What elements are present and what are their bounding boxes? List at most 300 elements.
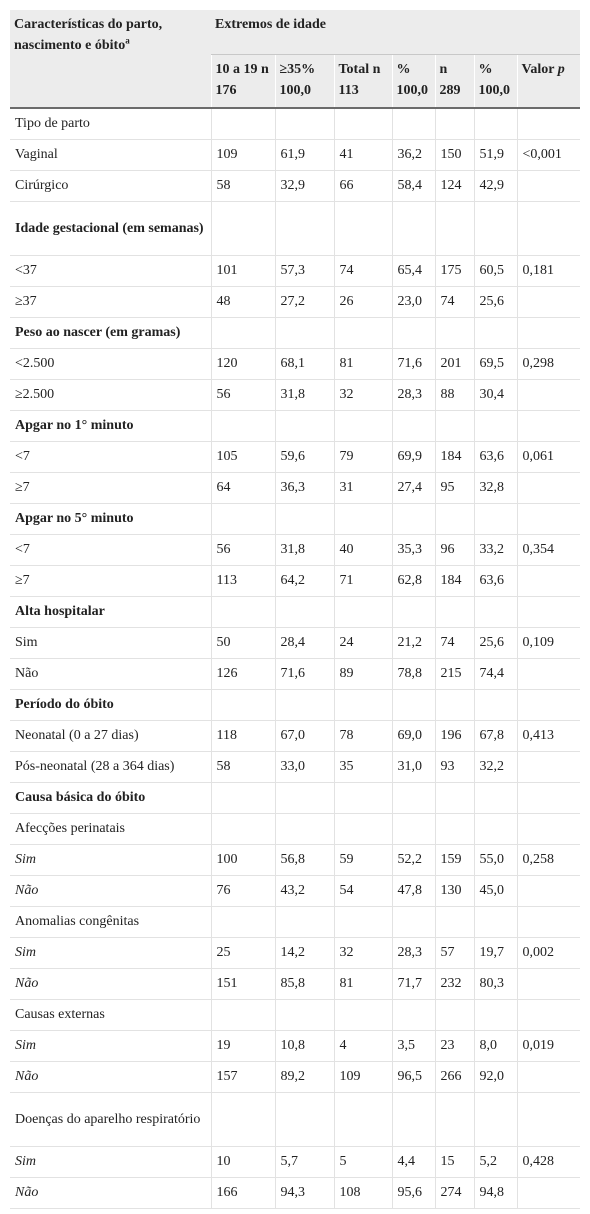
header-valor-p: Valor p <box>517 55 580 109</box>
value-cell: 100 <box>211 845 275 876</box>
table-row <box>10 628 580 659</box>
value-cell <box>474 504 517 535</box>
value-cell: 78 <box>334 721 392 752</box>
table-row <box>10 287 580 318</box>
row-label: <7 <box>10 442 211 473</box>
value-cell: 51,9 <box>474 140 517 171</box>
value-cell <box>211 814 275 845</box>
value-cell: 124 <box>435 171 474 202</box>
value-cell: 66 <box>334 171 392 202</box>
header-characteristics <box>10 10 211 108</box>
value-cell: 8,0 <box>474 1031 517 1062</box>
value-cell: 55,0 <box>474 845 517 876</box>
p-value-cell: 0,258 <box>517 845 580 876</box>
header-sub-5: n 289 <box>435 55 474 109</box>
value-cell <box>392 202 435 256</box>
p-value-cell: 0,109 <box>517 628 580 659</box>
p-value-cell <box>517 473 580 504</box>
value-cell: 32 <box>334 380 392 411</box>
value-cell <box>392 411 435 442</box>
value-cell: 25,6 <box>474 287 517 318</box>
value-cell: 74 <box>435 287 474 318</box>
value-cell: 4 <box>334 1031 392 1062</box>
value-cell <box>275 108 334 140</box>
table-row <box>10 256 580 287</box>
value-cell: 80,3 <box>474 969 517 1000</box>
value-cell: 105 <box>211 442 275 473</box>
value-cell: 74 <box>334 256 392 287</box>
row-label: Pós-neonatal (28 a 364 dias) <box>10 752 211 783</box>
value-cell: 35,3 <box>392 535 435 566</box>
value-cell: 159 <box>435 845 474 876</box>
value-cell: 10 <box>211 1147 275 1178</box>
value-cell: 32,2 <box>474 752 517 783</box>
p-value-cell: 0,354 <box>517 535 580 566</box>
value-cell <box>334 783 392 814</box>
value-cell: 58 <box>211 752 275 783</box>
value-cell: 47,8 <box>392 876 435 907</box>
value-cell <box>392 783 435 814</box>
value-cell: 81 <box>334 349 392 380</box>
value-cell <box>334 202 392 256</box>
value-cell: 71,6 <box>392 349 435 380</box>
value-cell: 24 <box>334 628 392 659</box>
p-value-cell <box>517 318 580 349</box>
value-cell <box>392 1000 435 1031</box>
value-cell <box>334 411 392 442</box>
header-sub-2: ≥35% 100,0 <box>275 55 334 109</box>
value-cell: 89,2 <box>275 1062 334 1093</box>
header-sub-6: % 100,0 <box>474 55 517 109</box>
table-row <box>10 597 580 628</box>
table-row <box>10 566 580 597</box>
table-body <box>10 108 580 1209</box>
p-value-cell <box>517 876 580 907</box>
value-cell <box>474 411 517 442</box>
value-cell <box>211 1000 275 1031</box>
value-cell <box>435 411 474 442</box>
p-value-cell: 0,019 <box>517 1031 580 1062</box>
table-row <box>10 1000 580 1031</box>
value-cell <box>474 1093 517 1147</box>
value-cell <box>392 907 435 938</box>
value-cell: 120 <box>211 349 275 380</box>
value-cell <box>275 783 334 814</box>
value-cell: 151 <box>211 969 275 1000</box>
value-cell: 36,2 <box>392 140 435 171</box>
value-cell: 68,1 <box>275 349 334 380</box>
p-value-cell: 0,428 <box>517 1147 580 1178</box>
value-cell <box>211 690 275 721</box>
value-cell <box>334 907 392 938</box>
value-cell: 65,4 <box>392 256 435 287</box>
value-cell: 19,7 <box>474 938 517 969</box>
row-label: ≥37 <box>10 287 211 318</box>
value-cell: 89 <box>334 659 392 690</box>
value-cell: 31,8 <box>275 380 334 411</box>
table-row <box>10 783 580 814</box>
value-cell: 50 <box>211 628 275 659</box>
p-value-cell <box>517 690 580 721</box>
value-cell: 130 <box>435 876 474 907</box>
value-cell <box>392 690 435 721</box>
p-value-cell <box>517 752 580 783</box>
value-cell: 94,8 <box>474 1178 517 1209</box>
value-cell: 69,5 <box>474 349 517 380</box>
value-cell: 56 <box>211 535 275 566</box>
row-label: ≥7 <box>10 473 211 504</box>
value-cell: 32,9 <box>275 171 334 202</box>
value-cell: 95,6 <box>392 1178 435 1209</box>
row-label: Vaginal <box>10 140 211 171</box>
table-row <box>10 202 580 256</box>
value-cell: 63,6 <box>474 566 517 597</box>
value-cell: 57 <box>435 938 474 969</box>
value-cell: 232 <box>435 969 474 1000</box>
table-row <box>10 380 580 411</box>
value-cell: 26 <box>334 287 392 318</box>
value-cell: 96 <box>435 535 474 566</box>
value-cell: 3,5 <box>392 1031 435 1062</box>
value-cell <box>435 504 474 535</box>
value-cell: 28,3 <box>392 380 435 411</box>
value-cell <box>211 411 275 442</box>
row-label: ≥2.500 <box>10 380 211 411</box>
value-cell <box>435 108 474 140</box>
table-row <box>10 845 580 876</box>
value-cell: 52,2 <box>392 845 435 876</box>
value-cell: 23 <box>435 1031 474 1062</box>
value-cell: 274 <box>435 1178 474 1209</box>
p-value-cell <box>517 969 580 1000</box>
value-cell <box>211 907 275 938</box>
value-cell <box>474 318 517 349</box>
table-row <box>10 690 580 721</box>
value-cell: 27,4 <box>392 473 435 504</box>
value-cell: 31,0 <box>392 752 435 783</box>
p-value-cell: 0,061 <box>517 442 580 473</box>
value-cell: 31,8 <box>275 535 334 566</box>
row-label: Neonatal (0 a 27 dias) <box>10 721 211 752</box>
value-cell: 71,7 <box>392 969 435 1000</box>
table-row <box>10 140 580 171</box>
table-row <box>10 1178 580 1209</box>
value-cell: 78,8 <box>392 659 435 690</box>
table-row <box>10 171 580 202</box>
p-value-cell: 0,298 <box>517 349 580 380</box>
value-cell <box>275 1000 334 1031</box>
table-row <box>10 442 580 473</box>
value-cell <box>211 108 275 140</box>
section-heading: Alta hospitalar <box>10 597 211 628</box>
value-cell: 150 <box>435 140 474 171</box>
value-cell: 32 <box>334 938 392 969</box>
value-cell <box>275 318 334 349</box>
value-cell: 30,4 <box>474 380 517 411</box>
value-cell: 60,5 <box>474 256 517 287</box>
p-value-cell <box>517 287 580 318</box>
p-value-cell <box>517 1093 580 1147</box>
table-row <box>10 1147 580 1178</box>
value-cell <box>435 783 474 814</box>
p-value-cell <box>517 659 580 690</box>
value-cell <box>435 202 474 256</box>
value-cell <box>275 1093 334 1147</box>
value-cell: 33,0 <box>275 752 334 783</box>
value-cell <box>275 504 334 535</box>
value-cell <box>334 504 392 535</box>
value-cell: 25 <box>211 938 275 969</box>
value-cell <box>435 907 474 938</box>
section-heading: Apgar no 5° minuto <box>10 504 211 535</box>
value-cell: 81 <box>334 969 392 1000</box>
value-cell: 184 <box>435 442 474 473</box>
row-label: Não <box>10 659 211 690</box>
header-characteristics-line1: Características do parto, <box>14 17 163 32</box>
header-sub-3: Total n 113 <box>334 55 392 109</box>
value-cell: 88 <box>435 380 474 411</box>
value-cell: 58,4 <box>392 171 435 202</box>
header-characteristics-line2: nascimento e óbito <box>14 38 126 53</box>
value-cell: 59 <box>334 845 392 876</box>
value-cell: 4,4 <box>392 1147 435 1178</box>
value-cell <box>334 814 392 845</box>
value-cell: 23,0 <box>392 287 435 318</box>
table-row <box>10 752 580 783</box>
value-cell: 62,8 <box>392 566 435 597</box>
row-label: <37 <box>10 256 211 287</box>
value-cell: 33,2 <box>474 535 517 566</box>
value-cell: 175 <box>435 256 474 287</box>
value-cell <box>392 504 435 535</box>
value-cell: 215 <box>435 659 474 690</box>
value-cell: 94,3 <box>275 1178 334 1209</box>
data-table-container <box>10 10 580 1209</box>
table-row <box>10 938 580 969</box>
data-table <box>10 10 580 1209</box>
value-cell: 25,6 <box>474 628 517 659</box>
row-label: Causas externas <box>10 1000 211 1031</box>
value-cell: 41 <box>334 140 392 171</box>
value-cell: 201 <box>435 349 474 380</box>
value-cell: 5,2 <box>474 1147 517 1178</box>
value-cell <box>275 202 334 256</box>
value-cell: 63,6 <box>474 442 517 473</box>
value-cell: 101 <box>211 256 275 287</box>
value-cell: 157 <box>211 1062 275 1093</box>
p-value-cell <box>517 1178 580 1209</box>
value-cell: 69,0 <box>392 721 435 752</box>
value-cell: 92,0 <box>474 1062 517 1093</box>
value-cell: 67,0 <box>275 721 334 752</box>
value-cell <box>392 1093 435 1147</box>
value-cell: 266 <box>435 1062 474 1093</box>
header-sub-1: 10 a 19 n 176 <box>211 55 275 109</box>
row-label: Afecções perinatais <box>10 814 211 845</box>
value-cell <box>435 318 474 349</box>
value-cell: 69,9 <box>392 442 435 473</box>
row-label: Não <box>10 969 211 1000</box>
table-row <box>10 659 580 690</box>
value-cell: 74,4 <box>474 659 517 690</box>
section-heading: Idade gestacional (em semanas) <box>10 202 211 256</box>
p-value-cell: <0,001 <box>517 140 580 171</box>
value-cell: 40 <box>334 535 392 566</box>
table-row <box>10 1062 580 1093</box>
row-label: ≥7 <box>10 566 211 597</box>
value-cell: 71 <box>334 566 392 597</box>
value-cell <box>435 1093 474 1147</box>
table-row <box>10 969 580 1000</box>
value-cell: 95 <box>435 473 474 504</box>
value-cell: 166 <box>211 1178 275 1209</box>
row-label: Sim <box>10 1031 211 1062</box>
value-cell <box>334 1093 392 1147</box>
section-heading: Causa básica do óbito <box>10 783 211 814</box>
table-row <box>10 108 580 140</box>
value-cell: 109 <box>211 140 275 171</box>
value-cell: 35 <box>334 752 392 783</box>
value-cell: 74 <box>435 628 474 659</box>
value-cell: 28,4 <box>275 628 334 659</box>
value-cell <box>211 318 275 349</box>
value-cell <box>474 783 517 814</box>
value-cell <box>474 814 517 845</box>
value-cell: 67,8 <box>474 721 517 752</box>
value-cell: 61,9 <box>275 140 334 171</box>
value-cell <box>211 597 275 628</box>
value-cell: 184 <box>435 566 474 597</box>
p-value-cell <box>517 380 580 411</box>
value-cell <box>474 108 517 140</box>
value-cell: 59,6 <box>275 442 334 473</box>
p-value-cell: 0,181 <box>517 256 580 287</box>
value-cell: 126 <box>211 659 275 690</box>
value-cell: 85,8 <box>275 969 334 1000</box>
row-label: Sim <box>10 1147 211 1178</box>
value-cell <box>275 814 334 845</box>
table-row <box>10 1031 580 1062</box>
row-label: Sim <box>10 845 211 876</box>
row-label: Doenças do aparelho respiratório <box>10 1093 211 1147</box>
row-label: Não <box>10 1062 211 1093</box>
row-label: <7 <box>10 535 211 566</box>
p-value-cell <box>517 1000 580 1031</box>
value-cell: 32,8 <box>474 473 517 504</box>
value-cell <box>392 814 435 845</box>
value-cell <box>435 597 474 628</box>
row-label: Tipo de parto <box>10 108 211 140</box>
value-cell <box>211 783 275 814</box>
row-label: Sim <box>10 628 211 659</box>
value-cell: 76 <box>211 876 275 907</box>
value-cell <box>211 1093 275 1147</box>
value-cell: 27,2 <box>275 287 334 318</box>
p-value-cell <box>517 202 580 256</box>
value-cell <box>275 907 334 938</box>
value-cell <box>334 1000 392 1031</box>
p-value-cell <box>517 566 580 597</box>
value-cell: 43,2 <box>275 876 334 907</box>
value-cell: 57,3 <box>275 256 334 287</box>
p-value-cell <box>517 783 580 814</box>
value-cell: 118 <box>211 721 275 752</box>
p-value-cell <box>517 907 580 938</box>
value-cell <box>334 690 392 721</box>
value-cell <box>435 814 474 845</box>
value-cell <box>474 690 517 721</box>
value-cell: 93 <box>435 752 474 783</box>
header-sub-4: % 100,0 <box>392 55 435 109</box>
table-row <box>10 814 580 845</box>
value-cell: 5,7 <box>275 1147 334 1178</box>
table-row <box>10 721 580 752</box>
row-label: Não <box>10 876 211 907</box>
value-cell: 96,5 <box>392 1062 435 1093</box>
row-label: <2.500 <box>10 349 211 380</box>
p-value-cell <box>517 597 580 628</box>
value-cell <box>392 597 435 628</box>
value-cell: 5 <box>334 1147 392 1178</box>
table-row <box>10 473 580 504</box>
value-cell: 14,2 <box>275 938 334 969</box>
p-value-cell <box>517 171 580 202</box>
value-cell <box>392 318 435 349</box>
table-row <box>10 876 580 907</box>
value-cell: 10,8 <box>275 1031 334 1062</box>
value-cell <box>275 597 334 628</box>
p-value-cell: 0,002 <box>517 938 580 969</box>
table-row <box>10 318 580 349</box>
table-row <box>10 411 580 442</box>
value-cell <box>474 907 517 938</box>
value-cell: 19 <box>211 1031 275 1062</box>
value-cell <box>392 108 435 140</box>
value-cell <box>435 690 474 721</box>
value-cell <box>435 1000 474 1031</box>
value-cell: 113 <box>211 566 275 597</box>
p-value-cell: 0,413 <box>517 721 580 752</box>
value-cell: 21,2 <box>392 628 435 659</box>
value-cell: 36,3 <box>275 473 334 504</box>
row-label: Sim <box>10 938 211 969</box>
value-cell: 42,9 <box>474 171 517 202</box>
value-cell <box>211 202 275 256</box>
p-value-cell <box>517 504 580 535</box>
value-cell: 48 <box>211 287 275 318</box>
value-cell: 31 <box>334 473 392 504</box>
value-cell: 28,3 <box>392 938 435 969</box>
value-cell <box>275 411 334 442</box>
section-heading: Apgar no 1° minuto <box>10 411 211 442</box>
p-value-cell <box>517 108 580 140</box>
value-cell <box>474 1000 517 1031</box>
value-cell <box>334 597 392 628</box>
value-cell: 64 <box>211 473 275 504</box>
value-cell <box>474 597 517 628</box>
value-cell: 109 <box>334 1062 392 1093</box>
p-value-cell <box>517 814 580 845</box>
p-value-cell <box>517 411 580 442</box>
value-cell: 71,6 <box>275 659 334 690</box>
row-label: Não <box>10 1178 211 1209</box>
row-label: Anomalias congênitas <box>10 907 211 938</box>
table-row <box>10 1093 580 1147</box>
value-cell <box>334 108 392 140</box>
table-row <box>10 535 580 566</box>
value-cell: 108 <box>334 1178 392 1209</box>
value-cell: 56,8 <box>275 845 334 876</box>
